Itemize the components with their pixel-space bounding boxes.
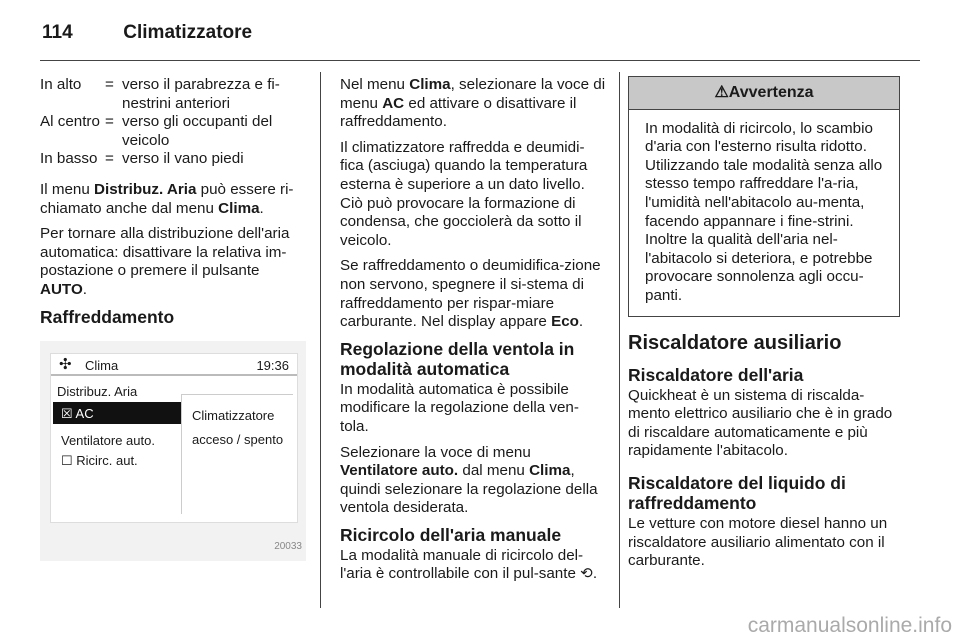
column-1	[40, 76, 306, 561]
warning-header	[629, 77, 899, 110]
paragraph: Il climatizzatore raffredda e deumidi-fica (asciuga) quando la temperatura esterna è superiore a un dato livello. Ciò può provocare la formazione di condensa, che gocciolerà da sotto il veicolo.	[340, 138, 588, 249]
definition-row	[40, 76, 306, 113]
definition-equals: =	[105, 113, 114, 131]
screen-clock: 19:36	[256, 357, 289, 373]
subsection-heading: Riscaldatore dell'aria	[628, 364, 804, 385]
figure-code: 20033	[274, 540, 302, 552]
definition-row	[40, 113, 306, 150]
definition-desc: verso il parabrezza e fi-nestrini anteriori	[122, 76, 280, 112]
screen-top-bar	[51, 354, 297, 376]
column-divider-2	[619, 72, 620, 608]
display-screen	[50, 353, 298, 523]
section-heading: Ricircolo dell'aria manuale	[340, 524, 562, 545]
paragraph: Le vetture con motore diesel hanno un riscaldatore ausiliario alimentato con il carburante.	[628, 514, 888, 570]
definition-term: In alto	[40, 76, 82, 93]
paragraph: In modalità automatica è possibile modificare la regolazione della ven-tola.	[340, 380, 579, 435]
paragraph: La modalità manuale di ricircolo del-l'aria è controllabile con il pul-sante ⟲.	[340, 546, 598, 583]
submenu-line: acceso / spento	[192, 431, 284, 447]
fan-icon: ✣	[59, 355, 72, 373]
column-divider-1	[320, 72, 321, 608]
paragraph: Selezionare la voce di menu Ventilatore auto. dal menu Clima, quindi selezionare la regolazione della ventola desiderata.	[340, 443, 598, 517]
paragraph: Il menu Distribuz. Aria può essere ri-chiamato anche dal menu Clima.	[40, 180, 294, 217]
menu-item-recirculation: ☐ Ricirc. aut.	[61, 452, 138, 468]
header-rule	[40, 60, 920, 61]
definition-equals: =	[105, 76, 114, 93]
recirculation-icon: ⟲	[580, 565, 593, 583]
warning-box	[628, 76, 900, 317]
section-heading: Regolazione della ventola in modalità automatica	[340, 338, 575, 379]
display-screenshot-figure	[40, 341, 306, 561]
menu-item-ac-selected: ☒ AC	[53, 402, 181, 424]
screen-title: Clima	[85, 357, 119, 373]
definition-row	[40, 150, 306, 169]
menu-item-fan-auto: Ventilatore auto.	[61, 432, 155, 448]
definition-desc: verso il vano piedi	[122, 150, 244, 168]
subsection-heading: Riscaldatore del liquido di raffreddamento	[628, 472, 846, 513]
definition-term: In basso	[40, 150, 98, 168]
column-3	[628, 76, 900, 578]
column-2	[340, 76, 606, 591]
warning-text: In modalità di ricircolo, lo scambio d'aria con l'esterno risulta ridotto. Utilizzando tale modalità senza allo stesso tempo raffreddare l'a-ria, l'umidità nell'abitacolo au-menta, facendo appannare i fine-strini. Inoltre la qualità dell'aria nel-l'abitacolo si deteriora, e potrebbe provocare sonnolenza agli occu-panti.	[645, 119, 883, 304]
paragraph: Quickheat è un sistema di riscalda-mento elettrico ausiliario che è in grado di riscaldare automaticamente e più rapidamente l'abitacolo.	[628, 386, 893, 460]
definition-list	[40, 76, 306, 169]
warning-title: Avvertenza	[728, 84, 814, 101]
watermark: carmanualsonline.info	[747, 614, 952, 637]
page-number: 114	[42, 22, 73, 43]
definition-equals: =	[105, 150, 114, 168]
submenu-line: Climatizzatore	[192, 407, 275, 423]
menu-item-distribution: Distribuz. Aria	[57, 383, 138, 399]
section-heading: Riscaldatore ausiliario	[628, 331, 842, 354]
warning-triangle-icon: ⚠	[714, 84, 729, 101]
paragraph: Nel menu Clima, selezionare la voce di menu AC ed attivare o disattivare il raffreddamento.	[340, 76, 606, 131]
section-heading: Raffreddamento	[40, 306, 175, 327]
paragraph: Se raffreddamento o deumidifica-zione non servono, spegnere il si-stema di raffreddamento per rispar-miare carburante. Nel display appare Eco.	[340, 257, 601, 331]
submenu-panel	[181, 394, 293, 514]
definition-desc: verso gli occupanti del veicolo	[122, 113, 273, 149]
page-title: Climatizzatore	[123, 22, 253, 43]
paragraph: Per tornare alla distribuzione dell'aria automatica: disattivare la relativa im-postazione o premere il pulsante AUTO.	[40, 225, 290, 298]
definition-term: Al centro	[40, 113, 100, 131]
page-header	[42, 22, 252, 44]
